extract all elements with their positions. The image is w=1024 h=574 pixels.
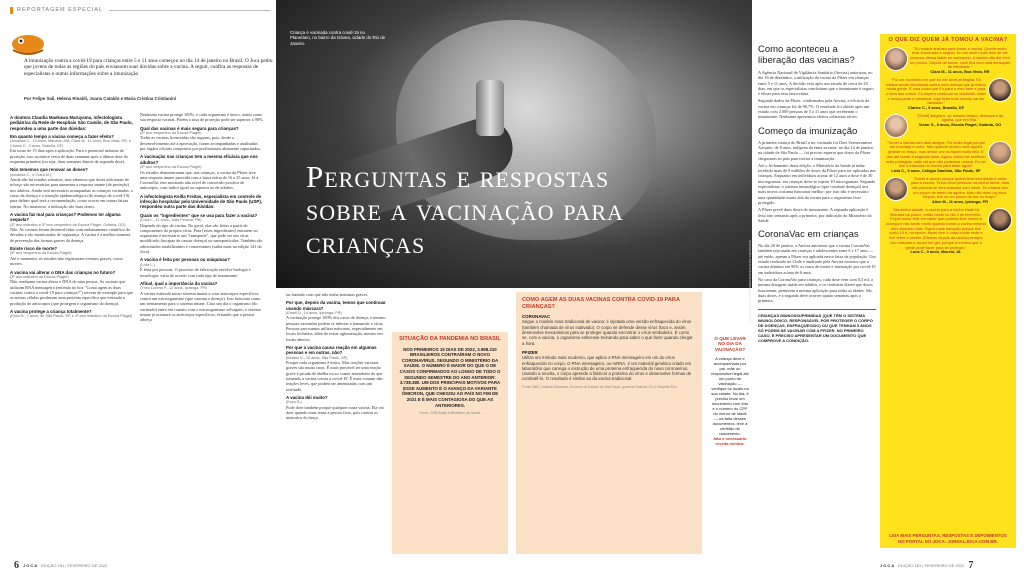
question: Por que a vacina causa reação em algumas pessoas e em outras, não? (286, 344, 377, 356)
question-source: (5º ano vespertino da Escola Piaget) (140, 130, 202, 135)
section-heading: Como aconteceu a liberação das vacinas? (758, 44, 855, 66)
question: Quais os "ingredientes" que se usa para fazer a vacina? (140, 212, 258, 218)
testimonial (884, 78, 1012, 111)
question-source: (3º ano matutino da Escola Piaget) (10, 274, 69, 279)
expert-intro: A doutora Claudia Maekawa Maruyama, infectologista pediátrica da Rede de Hospitais São Camilo, de São Paulo, respondeu a uma parte das dúvidas: (10, 115, 133, 131)
answer: A vacinação protege 100% dos casos de doença, e mesmo pessoas vacinadas podem se infectar e transmitir o vírus. Pessoas precisamos utilizar máscaras, especialmente em locais fechados, além de evitar aglomeração, mesmo em locais abertos. (286, 315, 386, 342)
quote-text: "Tomei a vacina com dois amigos. Foi muito legal porque um encoraja o outro. Não quando recebo uma agulha grande no braço, mas desse vez eu fiquei muito feliz. E deu até tomar a segunda dose. Agora, estou me sentindo mais protegida, mais vai que não podemos relaxar. Eu sei tive a máscara na escola para bater água!" (886, 139, 986, 169)
box-body: A criança deve ir acompanhada por pai, mãe ou responsável legal até um ponto de vacinação — verifique os locais na sua cidade. No dia, é preciso levar um documento com foto e o número do CPF do menor de idade — na falta desses documentos, leve a certidão de nascimento. (711, 356, 749, 437)
question: A vacina protege a criança totalmente? (10, 308, 92, 314)
question-source: (Beatriz S., 10 anos, São Paulo, SP) (286, 355, 348, 360)
question: A vacinação nas crianças tem a mesma eficácia que nos adultos? (140, 154, 258, 165)
section-heading: Começo da imunização (758, 125, 858, 137)
page-number: 7 (968, 559, 974, 571)
question-source: (Emeli D., 14 anos, Ipiranga, PR) (286, 310, 342, 315)
answer: Não. As vacinas foram desenvolvidas com embasamento científico de décadas e são monitoradas de segurança. A vacina é a melhor maneira de prevenção das formas graves da doença. (10, 227, 131, 243)
question-source: (Enzo B.) (286, 400, 302, 405)
expert-intro: A infectologista Keilla Freitas, especialista em controle de infecção hospitalar pela Universidade de São Paulo (USP), respondeu outra parte das dúvidas: (140, 193, 262, 210)
photo-credit: ANDRÉ MELO ANDRADE/IMMAGINI/ESTADÃO CONTEÚDO (748, 240, 752, 323)
quote-author: Clarice C., 9 anos, Brasília, DF (907, 105, 964, 111)
page-number: 6 (14, 559, 19, 571)
what-to-bring-box (708, 332, 752, 554)
article-lead: A imunização contra a covid-19 para crianças entre 5 e 11 anos começou no dia 14 de janeiro no Brasil. O Joca pediu que jovens de todas as regiões do país enviassem suas dúvidas sobre a vacina. A seguir, confira as respostas de especialistas e outras informações sobre a imunização (24, 58, 273, 77)
brand-name: JOCA (23, 562, 39, 568)
question-source: (5º ano vespertino da Escola Piaget) (10, 251, 72, 256)
quote-author: Victor S., 8 anos, Escola Piaget, Goiânia, GO (918, 122, 1002, 128)
page-footer-right (880, 560, 977, 570)
portal-link[interactable]: LEIA MAIS PERGUNTAS, RESPOSTAS E DEPOIMENTOS NO PORTAL DO JOCA: JORNALJOCA.COM.BR. (889, 533, 1007, 544)
question: A vacina faz mal para crianças? Podemos ter alguma sequela? (10, 211, 121, 223)
mascot-icon (8, 30, 48, 56)
liberation-article (758, 44, 876, 544)
answer: Pode doer também porque qualquer outra vacina. Ela vai doer quando mais tensa a pessoa ficar, pois contrai os músculos do braço. (286, 404, 384, 421)
avatar (884, 114, 908, 138)
page-footer-left (10, 560, 107, 570)
quote-author: Lívia C., 9 anos, Colégio Santista, São Paulo, SP (891, 167, 981, 173)
byline: Por Felipe Sali, Helena Rinaldi, Joana Cataldo e Maria Cristina Cristianini (24, 96, 177, 101)
paragraph: A primeira criança do Brasil a ser vacinada foi Davi Seremramiwe Xavante, de 8 anos, indígena da etnia xavante, no dia 14 de janeiro, na cidade de São Paulo — foi preciso esperar que doses da Pfizer chegassem ao país para iniciar a imunização. (758, 139, 874, 161)
question-source: (5º ano vespertino da Escola Piaget) (140, 164, 202, 169)
answer: Depende do tipo da vacina. No geral, elas são feitas a partir de componentes do próprio vírus. Para [esses ingredientes] entrarem no organismo é necessário um "transporte", que pode ser um vírus modificado (incapaz de causar doença) ou nanopartículas. Também são adicionados estabilizantes e conservantes (saiba mais na edição 141 do Joca). (140, 222, 263, 255)
question-source: (Lívia L., 11 anos, João Pessoa, PB) (140, 217, 202, 222)
edition-info: EDIÇÃO 181 | FEVEREIRO DE 2022 (41, 562, 108, 568)
question: A vacina é feita por pessoas ou máquinas? (140, 257, 230, 263)
paragraph: A Agência Nacional de Vigilância Sanitária (Anvisa) autorizou, no dia 16 de dezembro, a utilização da vacina da Pfizer em crianças entre 5 e 11 anos. A decisão veio após um estudo de cerca de 20 dias, em que os especialistas concluíram que o imunizante é seguro e eficaz para essa faixa etária. (758, 70, 874, 97)
photo-caption: Criança é vacinada contra covid-19 no Planetário, no bairro da Gávea, cidade do Rio de Janeiro (290, 30, 386, 46)
question: Qual das vacinas é mais segura para crianças? (140, 125, 239, 131)
box-source: Fonte: CNN Brasil e Ministério da Saúde (419, 411, 481, 416)
question-source: (Amanda C., e Clara M.) (10, 172, 52, 177)
answer: Em torno de 15 dias após a aplicação. Para o potencial máximo de proteção, isso acontece cerca de duas semanas após a última dose do esquema primário (ou seja, duas semanas depois da segunda dose). (10, 148, 128, 164)
paragraph: No caso da CoronaVac para crianças, cada dose vem com 0,5 ml, a mesma dosagem usada em adultos, e os cientistas dizem que doses funcionam, permitem a mesma aplicação para todas as idades. São duas doses, e a segunda deve ocorrer quatro semanas após a primeira. (758, 276, 873, 304)
testimonial (884, 47, 1012, 75)
section-kicker: REPORTAGEM ESPECIAL (10, 4, 270, 16)
box-emphasis: Não é necessário receita médica. (713, 436, 747, 447)
question-source: (Theo Lorena P., 12 anos, Ipiranga, PR) (140, 286, 208, 291)
avatar (884, 47, 908, 71)
testimonial (884, 114, 1012, 138)
sidebar-title: O QUE DIZ QUEM JÁ TOMOU A VACINA? (888, 37, 1008, 43)
box-title: SITUAÇÃO DA PANDEMIA NO BRASIL (399, 336, 501, 342)
answer: Porque cada organismo é único. Mas reações vacinais graves são muito raras. É mais provável ter uma reação grave à picada de abelha ou ao comer amendoim do que tomando a vacina contra a covid-19. É mais comum não reações leves, que podem ser amenizadas com um resfriado. (286, 360, 383, 392)
quote-author: Luca C., 9 anos, Maceió, AL (910, 249, 962, 255)
how-vaccines-work-box (516, 292, 702, 554)
brand-name: JOCA (880, 562, 896, 568)
quote-text: "Na minha cidade, a vacina para a minha idade foi liberada há pouco, então tomei no dia 4 de fevereiro. Fiquei muito feliz em saber que poderia ficar imune à doença e não sentir medo quando tomar a vacina mesmo eles estarem mais. Fiquei mais tranquilo porque tive covid-19 e, na época, fiquei com o corpo muito mole e tive febre e vômito. [Mesmo depois da vacina] sempre uso máscara e álcool em gel, porque a mínimo que a gente pode fazer para se proteger." (886, 206, 986, 250)
answer: Ainda não há estudos robustos, mas sabemos que doses adicionais de reforço são necessárias para aumentar a resposta imune (de proteção) nos adultos. Ainda será necessário acompanhar as crianças vacinadas, o curso da doença e a situação epidemiológica (do avanço da covid-19) para definir qual será a recomendação, como ocorre em outras faixas etárias. No momento, a indicação são duas doses. (10, 177, 134, 209)
headline: Perguntas e respostas sobre a vacinação para crianças (306, 159, 624, 260)
column-1 (10, 112, 134, 552)
avatar (884, 177, 908, 201)
paragraph: Até o fechamento desta edição, o Ministério da Saúde já tinha recebido mais de 9 milhões de doses da Pfizer para ser aplicadas nas crianças. Enquanto em indivíduos acima de 12 anos a dose é de 30 microgramas, em crianças deve-se injetar 10 microgramas. Segundo especialistas, o sistema imunológico (que combate doenças) dos mais novos costuma funcionar melhor; por isso não é necessário uma quantidade muito alta da vacina para o organismo ficar protegido. (758, 162, 876, 205)
box-paragraph: Utiliza um método mais moderno, que aplica o RNA mensageiro em um do vírus enfraquecido no corpo. O RNA mensageiro, ou mRNA, é um material genético criado em laboratório que carrega o instrução de uma proteína enfraquecida do novo coronavírus. Usando a receita, o corpo aprende a fabricar a proteína do vírus e desenvolve formas de combatê-lo. O resultado é similar ao da vacina tradicional. (522, 355, 692, 382)
box-body: NOS PRIMEIROS 15 DIAS DE 2022, 3.988.310 BRASILEIROS CONTRAÍRAM O NOVO CORONAVÍRUS, SEGUNDO O MINISTÉRIO DA SAÚDE. O NÚMERO É MAIOR DO QUE O DE CASOS CONFIRMADOS AO LONGO DE TODO O SEGUNDO SEMESTRE DO ANO ANTERIOR: 3.738.380. UM DOS PRINCIPAIS MOTIVOS PARA ESSE AUMENTO É O AVANÇO DA VARIANTE ÔMICRON, QUE CHEGOU AO PAÍS NO FIM DE 2021 E É MAIS CONTAGIOSA DO QUE AS ANTERIORES. (399, 346, 501, 408)
quote-text: "Foi um momento em que eu me senti protegida. Eu estava sendo imunizada contra uma doença que já matou muita gente. É uma coisa que Eu para o meu bem e para o bem dos outros. Eu espero continuar se cuidando, fazer a nossa parte e colaborar, logo mais todo mundo vai ser vacinado." (886, 76, 986, 106)
avatar (988, 141, 1012, 165)
answer: ou fazendo com que não tenha sintomas graves. (286, 292, 369, 297)
question: Existe risco de morte? (10, 246, 58, 252)
quote-text: "[Senti] alegria e, ao mesmo tempo, desespero da agulha, que era fina." (916, 112, 1004, 123)
question-source: (3º ano matutino e 5º ano vespertino da Escola Piaget, Goiânia, GO) (10, 222, 126, 227)
quote-text: "Eu estava ansiosa para tomar a vacina. Queria muito ficar imunizada e segura. Eu me senti muito feliz de ver pessoas dessa idade se vacinando. A vacina não doi nem um pouco. Depois de tomar, você fica com uma sensação de felicidade." (910, 45, 1010, 70)
quote-text: "Tomei a vacina porque queria ficar imunizada e voltar para a escola. Tinha cinco pessoas na minha frente, mas não parecia se eles estavam com medo. Eu estava com um pouco de medo da agulha. Mas não doeu na hora. Depois, tive só um pouco de dor no braço." (910, 175, 1010, 200)
question: A vacina vai alterar o DNA das crianças no futuro? (10, 269, 116, 275)
testimonial (884, 141, 1012, 174)
question: Em quanto tempo a vacina começa a fazer efeito? (10, 133, 114, 139)
edition-info: EDIÇÃO 181 | FEVEREIRO DE 2022 (898, 562, 965, 568)
question-source: (Lívia L.) (140, 262, 155, 267)
pandemic-situation-box (392, 332, 508, 554)
column-3 (286, 292, 386, 552)
question-source: (Amanda C., 13 anos, Manaus, AM; Clara M., 11 anos, Boa Vista, RR; e Clarice C., 9 anos, Brasília, DF) (10, 139, 131, 148)
testimonial (884, 177, 1012, 205)
answer: A vacina estimula nosso sistema imune a criar anticorpos específicos contra um microrganismo (que causam a doença). Isso funciona como um treinamento para o sistema imune. Caso um dia o organismo (do vacinado) entre em contato com o microrganismo selvagem, o sistema imune já acionará os anticorpos específicos, evitando que a pessoa adoeça (140, 290, 261, 323)
testimonials-sidebar (880, 34, 1016, 548)
box-subhead: PFIZER (522, 349, 538, 355)
box-subhead: CORONAVAC (522, 314, 551, 320)
box-title: COMO AGEM AS DUAS VACINAS CONTRA COVID-19 PARA CRIANÇAS? (522, 297, 680, 310)
box-source: Fonte: BBC, Instituto Butantan, Governo do Estado de São Paulo, governo Federal, G1 e Hospital Sírio (522, 384, 678, 389)
paragraph: Segundo dados da Pfizer, confirmados pela Anvisa, a eficácia da vacina em crianças foi de 90,7%. O resultado foi obtido após um estudo com 3.000 pessoas de 5 a 11 anos que receberam o imunizante. Nenhuma apresentou efeitos colaterais sérios. (758, 98, 870, 120)
avatar (988, 208, 1012, 232)
box-paragraph: Segue o modelo mais tradicional de vacina: é injetada uma versão enfraquecida do vírus (também chamada de vírus inativado). O corpo se defende desse vírus fraco e, assim, desenvolve mecanismos para se proteger quando encontrar o vírus verdadeiro. É como se, com a vacina, o organismo estivesse treinando para saber o que fazer quando chegar a hora. (522, 319, 693, 346)
answer: Nenhuma vacina protege 100%, e cada organismo é único, assim como sua resposta vacinal. Porém a taxa de proteção pode ser superior a 90%. (140, 112, 264, 123)
question: A vacina dói muito? (286, 394, 328, 400)
section-heading: CoronaVac em crianças (758, 229, 859, 241)
answer: Os estudos demonstraram que, nas crianças, a vacina da Pfizer teve uma resposta imune parecida com a faixa etária de 16 a 25 anos. Já a CoronaVac tem mostrado alto nível de conversão positiva de anticorpos, com índice igual ou superior ao de adultos. (140, 169, 259, 191)
quote-author: Alice M., 11 anos, Ipiranga, PR (932, 199, 988, 205)
answer: Até o momento, os estudos não registraram eventos graves, como mortes. (10, 255, 123, 267)
avatar (988, 78, 1012, 102)
question: Nós tememos que renovar as doses? (10, 167, 88, 173)
box-title: O QUE LEVAR NO DIA DA VACINAÇÃO? (714, 336, 746, 352)
paragraph: No dia 20 de janeiro, a Anvisa autorizou que a vacina CoronaVac também seja usada em crianças e adolescentes entre 6 e 17 anos — até então, apenas a Pfizer era aplicada nessa faixa da população. Um estudo realizado no Chile e analisado pela Anvisa mostrou que a vacina diminui em 90% os casos de morte e internação por covid-19 em indivíduos acima de 6 anos. (758, 243, 876, 275)
answer: Todas as vacinas licenciadas são seguras, pois, desde o desenvolvimento até a aprovação, foram acompanhadas e analisadas por órgãos oficiais compostos por profissionais altamente capacitados. (140, 135, 262, 152)
qa-list-1 (10, 134, 134, 319)
answer: É feita por pessoas. O processo de fabricação envolve biologia e tecnologia: varia de acordo com cada tipo de imunizante. (140, 267, 251, 278)
immunosuppressed-note: CRIANÇAS IMUNOSSUPRIMIDAS (QUE TÊM O SISTEMA IMUNOLÓGICO, RESPONSÁVEL POR PROTEGER O CORPO DE DOENÇAS, ENFRAQUECIDO) OU QUE TENHAM 5 ANOS SÓ PODEM SE VACINAR COM A PFIZER. NO PRIMEIRO CASO, É PRECISO APRESENTAR UM DOCUMENTO QUE COMPROVE A CONDIÇÃO. (758, 309, 876, 343)
paragraph: A Pfizer prevê duas doses do imunizante. A segunda aplicação é feita oito semanas após a primeira, por indicação do Ministério da Saúde. (758, 207, 872, 223)
question: Afinal, qual a importância da vacina? (140, 280, 218, 286)
photo-vial (476, 80, 504, 136)
testimonial (884, 208, 1012, 255)
column-2 (140, 112, 264, 552)
question: Por que, depois da vacina, temos que continuar usando máscara? (286, 300, 386, 311)
quote-author: Clara M., 11 anos, Boa Vista, RR (930, 69, 990, 75)
answer: Não, nenhuma vacina altera o DNA de uma pessoa. As vacinas que utilizam RNA mensageiro (entenda no box "Como agem as duas vacinas contra a covid-19 para crianças?") servem de exemplo para que as nossas células produzam uma proteína específica que estimula a produção de anticorpos (que protegem o organismo da doença). (10, 279, 133, 306)
question-source: (Enzo B., 7 anos, de São Paulo, SP, e 3º ano matutino da Escola Piaget) (10, 314, 133, 319)
